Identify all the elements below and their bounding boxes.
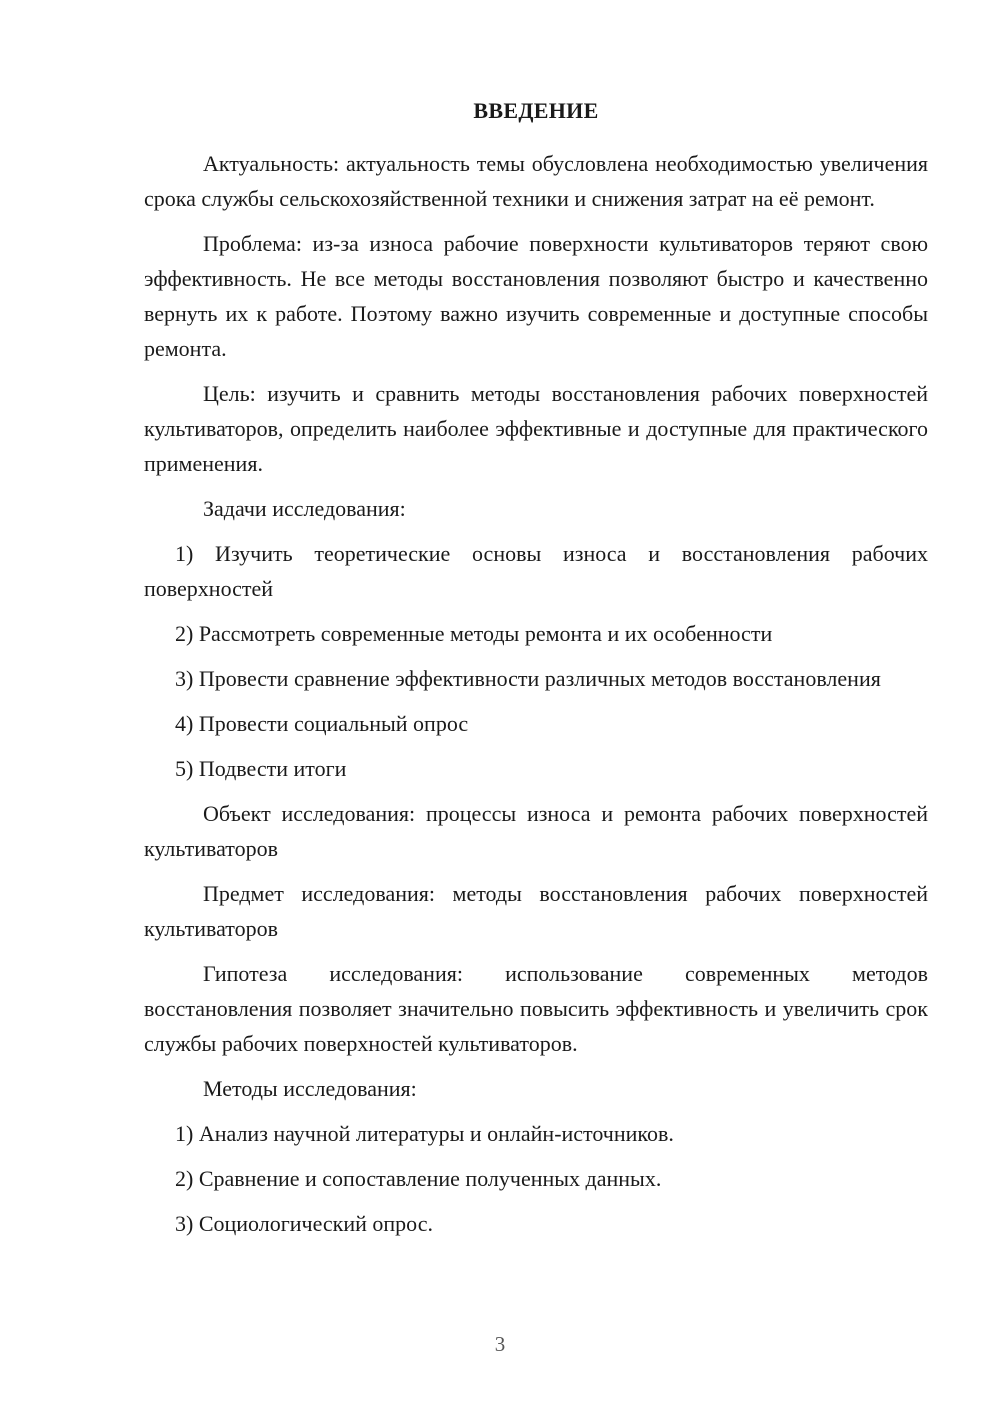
task-item: 5) Подвести итоги — [175, 756, 347, 781]
task-item: 3) Провести сравнение эффективности различных методов восстановления — [175, 666, 881, 691]
problem-paragraph: Проблема: из-за износа рабочие поверхности культиваторов теряют свою эффективность. Не все методы восстановления позволяют быстро и качественно вернуть их к работе. Поэтому важно изучить современные и доступные способы ремонта. — [144, 231, 928, 361]
relevance-paragraph: Актуальность: актуальность темы обусловлена необходимостью увеличения срока службы сельскохозяйственной техники и снижения затрат на её ремонт. — [144, 151, 928, 211]
method-item: 1) Анализ научной литературы и онлайн-источников. — [175, 1121, 674, 1146]
section-title: ВВЕДЕНИЕ — [473, 98, 599, 123]
tasks-heading: Задачи исследования: — [203, 496, 406, 521]
method-item: 2) Сравнение и сопоставление полученных данных. — [175, 1166, 662, 1191]
object-paragraph: Объект исследования: процессы износа и ремонта рабочих поверхностей культиваторов — [144, 801, 928, 861]
document-page — [144, 96, 928, 1251]
task-item: 4) Провести социальный опрос — [175, 711, 469, 736]
methods-heading: Методы исследования: — [203, 1076, 417, 1101]
goal-paragraph: Цель: изучить и сравнить методы восстановления рабочих поверхностей культиваторов, определить наиболее эффективные и доступные для практического применения. — [144, 381, 928, 476]
task-item: 2) Рассмотреть современные методы ремонта и их особенности — [175, 621, 773, 646]
method-item: 3) Социологический опрос. — [175, 1211, 433, 1236]
subject-paragraph: Предмет исследования: методы восстановления рабочих поверхностей культиваторов — [144, 881, 928, 941]
hypothesis-paragraph: Гипотеза исследования: использование современных методов восстановления позволяет значительно повысить эффективность и увеличить срок службы рабочих поверхностей культиваторов. — [144, 961, 928, 1056]
page-number: 3 — [494, 1332, 506, 1356]
task-item: 1) Изучить теоретические основы износа и восстановления рабочих поверхностей — [144, 541, 928, 601]
